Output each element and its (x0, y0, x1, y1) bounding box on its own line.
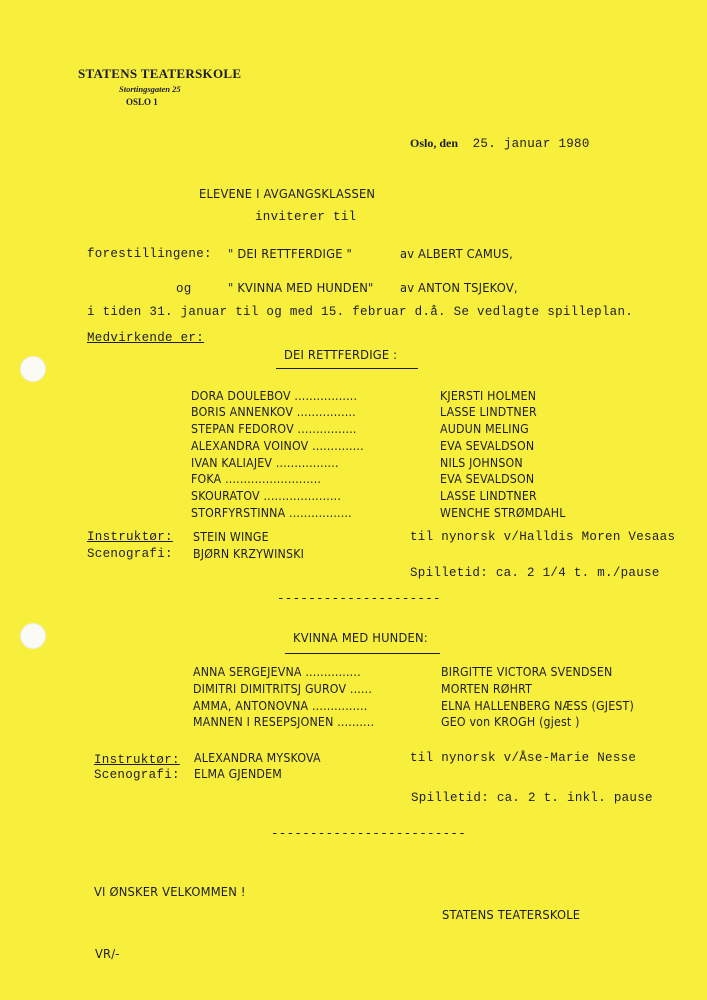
closing-initials: VR/- (95, 946, 120, 961)
play1-instruktor-label: Instruktør: (87, 530, 173, 544)
intro-og: og (176, 282, 192, 296)
cast-role: MANNEN I RESEPSJONEN .......... (193, 715, 375, 729)
play1-title-rule (276, 368, 418, 369)
play1-spilletid: Spilletid: ca. 2 1/4 t. m./pause (410, 566, 660, 580)
letterhead-street: Stortingsgaten 25 (119, 84, 181, 94)
intro-dates: i tiden 31. januar til og med 15. februar d.å. Se vedlagte spilleplan. (87, 305, 634, 319)
cast-actor: WENCHE STRØMDAHL (440, 506, 566, 520)
closing-welcome: VI ØNSKER VELKOMMEN ! (94, 884, 246, 899)
play1-instruktor: STEIN WINGE (193, 530, 269, 544)
play1-scenografi-label: Scenografi: (87, 547, 173, 561)
play2-instruktor: ALEXANDRA MYSKOVA (194, 751, 321, 765)
cast-actor: LASSE LINDTNER (440, 405, 537, 419)
cast-actor: GEO von KROGH (gjest ) (441, 715, 580, 729)
cast-role: ANNA SERGEJEVNA ............... (193, 665, 361, 679)
play2-scenografi: ELMA GJENDEM (194, 767, 282, 781)
cast-actor: BIRGITTE VICTORA SVENDSEN (441, 665, 613, 679)
cast-actor: ELNA HALLENBERG NÆSS (GJEST) (441, 699, 634, 713)
punch-hole-bottom (20, 623, 46, 649)
cast-role: ALEXANDRA VOINOV .............. (191, 439, 364, 453)
intro-play1-author: av ALBERT CAMUS, (400, 246, 513, 261)
cast-actor: NILS JOHNSON (440, 456, 523, 470)
cast-role: IVAN KALIAJEV ................. (191, 456, 339, 470)
intro-play2-author: av ANTON TSJEKOV, (400, 280, 518, 295)
cast-role: STORFYRSTINNA ................. (191, 506, 352, 520)
cast-role: STEPAN FEDOROV ................ (191, 422, 357, 436)
date-prefix: Oslo, den (410, 136, 459, 150)
play1-translation: til nynorsk v/Halldis Moren Vesaas (410, 530, 676, 544)
play2-translation: til nynorsk v/Åse-Marie Nesse (410, 751, 637, 765)
cast-role: SKOURATOV ..................... (191, 489, 342, 503)
play2-spilletid: Spilletid: ca. 2 t. inkl. pause (411, 791, 653, 805)
play2-scenografi-label: Scenografi: (94, 768, 180, 782)
cast-actor: LASSE LINDTNER (440, 489, 537, 503)
play2-title: KVINNA MED HUNDEN: (293, 630, 428, 645)
letterhead-city: OSLO 1 (126, 97, 158, 107)
intro-play1-title: " DEI RETTFERDIGE " (228, 246, 352, 261)
play1-scenografi: BJØRN KRZYWINSKI (193, 547, 305, 561)
cast-role: FOKA .......................... (191, 472, 322, 486)
punch-hole-top (20, 356, 46, 382)
letterhead-name: STATENS TEATERSKOLE (78, 66, 242, 81)
play1-divider: --------------------- (277, 592, 441, 606)
intro-play2-title: " KVINNA MED HUNDEN" (228, 280, 374, 295)
play2-instruktor-label: Instruktør: (94, 753, 180, 767)
cast-actor: EVA SEVALDSON (440, 472, 535, 486)
medvirkende-label: Medvirkende er: (87, 331, 205, 345)
intro-forestillingene: forestillingene: (87, 247, 212, 261)
date-value: 25. januar 1980 (472, 137, 590, 151)
intro-line-2: inviterer til (255, 210, 357, 224)
play2-title-rule (285, 653, 440, 654)
play1-title: DEI RETTFERDIGE : (284, 347, 398, 362)
play2-divider: ------------------------- (271, 827, 467, 841)
cast-role: DORA DOULEBOV ................. (191, 389, 358, 403)
letter-date (410, 134, 590, 152)
cast-role: AMMA, ANTONOVNA ............... (193, 699, 368, 713)
cast-actor: KJERSTI HOLMEN (440, 389, 537, 403)
intro-line-1: ELEVENE I AVGANGSKLASSEN (199, 186, 376, 201)
cast-actor: EVA SEVALDSON (440, 439, 535, 453)
cast-role: BORIS ANNENKOV ................ (191, 405, 356, 419)
cast-actor: AUDUN MELING (440, 422, 529, 436)
cast-actor: MORTEN RØHRT (441, 682, 533, 696)
closing-signature: STATENS TEATERSKOLE (442, 907, 581, 922)
cast-role: DIMITRI DIMITRITSJ GUROV ...... (193, 682, 373, 696)
